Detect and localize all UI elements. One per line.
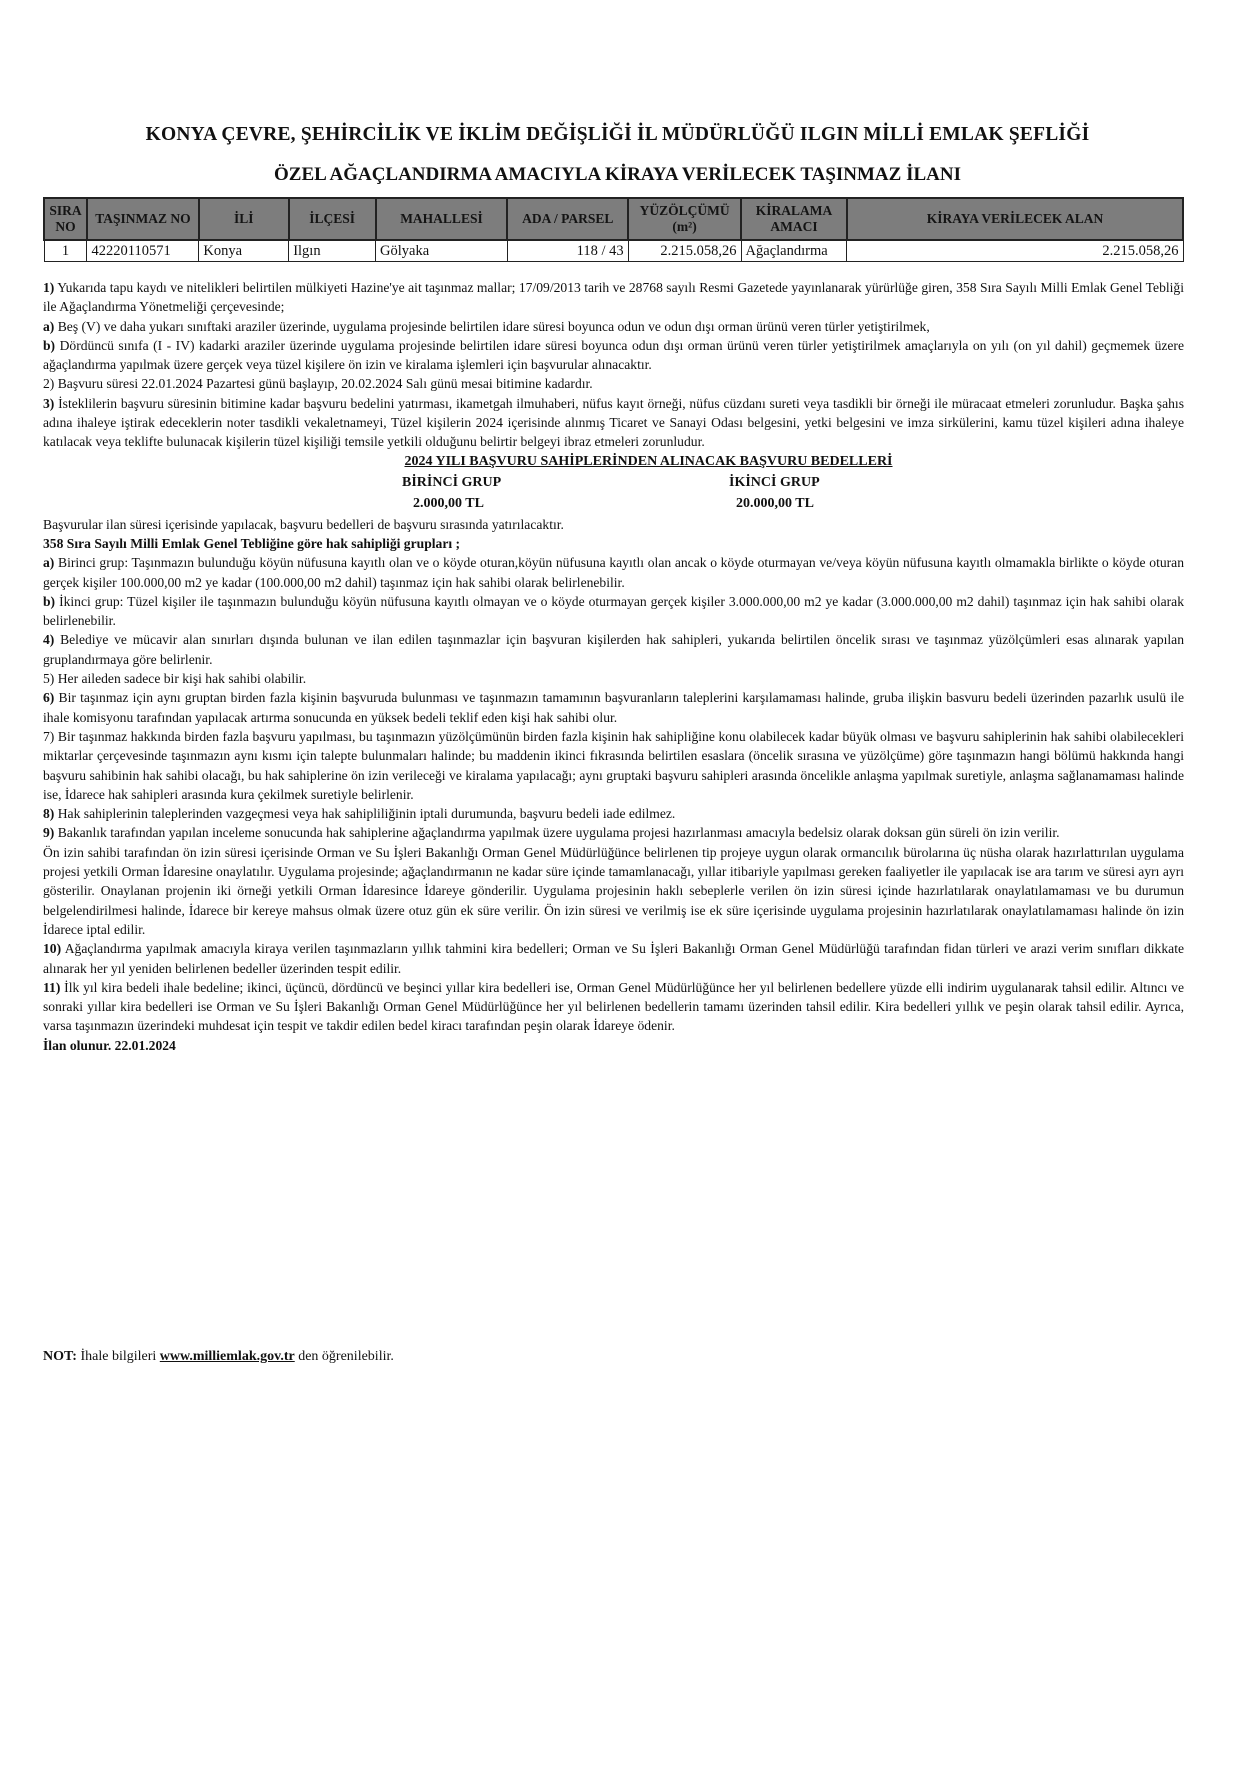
note-label: NOT: xyxy=(43,1349,77,1364)
clause-5: 5) Her aileden sadece bir kişi hak sahibi olabilir. xyxy=(43,671,307,687)
clause-text: Dördüncü sınıfa (I - IV) kadarki araziler üzerinde uygulama projesinde belirtilen idare süresi boyunca odun dışı orman ürünü veren türler yetiştirilmek amaçlarıyla on yılı (on yıl dahil) geçmemek üzere ağaçlandırma yapılmak üzere gerçek veya tüzel kişilere ön izin ve kiralama işlemleri için başvurular alınacaktır. xyxy=(43,337,1184,373)
group-1-fee: 2.000,00 TL xyxy=(413,495,484,511)
clause-1b xyxy=(43,336,1184,375)
groups-title: 358 Sıra Sayılı Milli Emlak Genel Tebliğine göre hak sahipliği grupları ; xyxy=(43,535,461,551)
fee-group-headers xyxy=(43,473,1184,494)
page-title: KONYA ÇEVRE, ŞEHİRCİLİK VE İKLİM DEĞİŞLİĞİ İL MÜDÜRLÜĞÜ ILGIN MİLLİ EMLAK ŞEFLİĞİ xyxy=(145,124,1090,145)
fee-values xyxy=(43,494,1184,515)
clause-4 xyxy=(43,630,1184,669)
col-header-mahalle: MAHALLESİ xyxy=(376,198,508,240)
col-header-sira: SIRA NO xyxy=(44,198,87,240)
clause-7: 7) Bir taşınmaz hakkında birden fazla başvuru yapılması, bu taşınmazın yüzölçümünün birden fazla kişinin hak sahipliğine konu olabilecek kadar büyük olması ve başvuru sahiplerinin hak sahibi olabilecekleri miktarlar çerçevesinde taşınmazın aynı kısmı için talepte bulunmaları halinde; bu maddenin ikinci fıkrasında belirtilen esaslara (öncelik sırasına ve yüzölçüme) göre taşınmazın hangi bölümü hakkında hangi başvuru sahibinin hak sahibi olacağı, bu hak sahiplerine ön izin verileceği ve kiralama yapılacağı; aynı gruptaki başvuru sahipleri arasında öncelikle anlaşma yapılmak suretiyle, anlaşma sağlanamaması halinde ise, İdarece hak sahipleri arasında kura çekilmek suretiyle belirlenir. xyxy=(43,728,1184,802)
group-1-label: BİRİNCİ GRUP xyxy=(402,474,502,490)
clause-label: 3) xyxy=(43,395,55,411)
group-2-fee: 20.000,00 TL xyxy=(736,495,814,511)
col-header-tasinmaz: TAŞINMAZ NO xyxy=(87,198,199,240)
clause-9 xyxy=(43,823,1184,842)
note-text-after: den öğrenilebilir. xyxy=(294,1349,394,1364)
clause-label: 4) xyxy=(43,632,55,648)
clause-text: Hak sahiplerinin taleplerinden vazgeçmesi veya hak sahipliliğinin iptali durumunda, başvuru bedeli iade edilmez. xyxy=(54,806,676,822)
clause-11 xyxy=(43,978,1184,1036)
milliemlak-link[interactable]: www.milliemlak.gov.tr xyxy=(159,1349,295,1364)
fee-section-title: 2024 YILI BAŞVURU SAHİPLERİNDEN ALINACAK BAŞVURU BEDELLERİ xyxy=(404,453,893,469)
clause-label: a) xyxy=(43,318,55,334)
cell-il: Konya xyxy=(199,240,289,262)
clause-text: Ağaçlandırma yapılmak amacıyla kiraya verilen taşınmazların yıllık tahmini kira bedelleri; Orman ve Su İşleri Bakanlığı Orman Genel Müdürlüğü tarafından fidan türleri ve arazi verim sınıfları dikkate alınarak her yıl yeniden belirlenen bedeller üzerinden tespit edilir. xyxy=(43,941,1184,976)
col-header-kiraya-verilecek-alan: KİRAYA VERİLECEK ALAN xyxy=(847,198,1183,240)
table-row xyxy=(44,240,1183,262)
clause-1 xyxy=(43,278,1184,317)
table-header-row xyxy=(44,198,1183,240)
clause-text: İlk yıl kira bedeli ihale bedeline; ikinci, üçüncü, dördüncü ve beşinci yıllar kira bedelleri ise, Orman Genel Müdürlüğünce her yıl belirlenen bedellere yüzde elli indirim uygulanarak tahsil edilir. Altıncı ve sonraki yıllar kira bedelleri ise Orman ve Su İşleri Bakanlığı Orman Genel Müdürlüğünce her yıl belirlenen bedellerin tamamı üzerinden tahsil edilir. Kira bedelleri yıllık ve peşin olarak tahsil edilir. Ayrıca, varsa taşınmazın üzerindeki muhdesat için tespit ve takdir edilen bedel kiracı tarafından peşin olarak İdareye ödenir. xyxy=(43,979,1184,1034)
closing-line: İlan olunur. 22.01.2024 xyxy=(43,1037,176,1053)
cell-kiralama-amaci: Ağaçlandırma xyxy=(741,240,847,262)
cell-yuzolcumu: 2.215.058,26 xyxy=(628,240,741,262)
clause-text: Birinci grup: Taşınmazın bulunduğu köyün nüfusuna kayıtlı olan ve o köyde oturan,köyün nüfusuna kayıtlı olan ancak o köyde oturmayan ve/veya köyün nüfusuna kayıtlı olmamakla birlikte o köyde oturan gerçek kişiler 100.000,00 m2 ye kadar (100.000,00 m2 dahil) taşınmaz için hak sahibi olarak belirlenebilir. xyxy=(43,555,1184,590)
clause-text: Yukarıda tapu kaydı ve nitelikleri belirtilen mülkiyeti Hazine'ye ait taşınmaz mallar; 17/09/2013 tarih ve 28768 sayılı Resmi Gazetede yayınlanarak yürürlüğe giren, 358 Sıra Sayılı Milli Emlak Genel Tebliği ile Ağaçlandırma Yönetmeliği çerçevesinde; xyxy=(43,280,1184,315)
col-header-yuzolcumu: YÜZÖLÇÜMÜ (m²) xyxy=(628,198,741,240)
group-b xyxy=(43,592,1184,631)
clause-text: İkinci grup: Tüzel kişiler ile taşınmazın bulunduğu köyün nüfusuna kayıtlı olmayan ve o köyde oturmayan gerçek kişiler 3.000.000,00 m2 ye kadar (3.000.000,00 m2 dahil) taşınmaz için hak sahibi olarak belirlenebilir. xyxy=(43,593,1184,629)
col-header-kiralama-amaci: KİRALAMA AMACI xyxy=(741,198,847,240)
clause-label: 9) xyxy=(43,825,55,841)
col-header-ada-parsel: ADA / PARSEL xyxy=(507,198,628,240)
cell-ada-parsel: 118 / 43 xyxy=(507,240,628,262)
cell-sira: 1 xyxy=(44,240,87,262)
col-header-il: İLİ xyxy=(199,198,289,240)
clause-2: 2) Başvuru süresi 22.01.2024 Pazartesi günü başlayıp, 20.02.2024 Salı günü mesai bitimine kadardır. xyxy=(43,376,593,392)
clause-text: Bir taşınmaz için aynı gruptan birden fazla kişinin başvuruda bulunması ve taşınmazın tamamının başvuranların taleplerini karşılamaması halinde, gruba ilişkin basvuru bedeli üzerinden pazarlık usulü ile ihale komisyonu tarafından yapılacak artırma sonucunda en yüksek bedeli teklif eden kişi hak sahibi olur. xyxy=(43,690,1184,725)
fee-note: Başvurular ilan süresi içerisinde yapılacak, başvuru bedelleri de başvuru sırasında yatırılacaktır. xyxy=(43,516,564,532)
clause-label: 8) xyxy=(43,806,55,822)
clause-text: İsteklilerin başvuru süresinin bitimine kadar başvuru bedelini yatırması, ikametgah ilmuhaberi, nüfus kayıt örneği, nüfus cüzdanı sureti veya tasdikli bir örneği ile müracaat etmeleri zorunludur. Başka şahıs adına ihaleye iştirak edeceklerin noter tasdikli vekaletnameyi, Tüzel kişilerin 2024 içerisinde alınmış Ticaret ve Sanayi Odası belgesini, yetki belgesini ve imza sirkülerini, kamu tüzel kişileri adına ihaleye katılacak veya teklifte bulunacak kişilerin tüzel kişiliği temsile yetkili olduğunu belirtir belgeyi ibraz etmeleri zorunludur. xyxy=(43,395,1184,450)
group-2-label: İKİNCİ GRUP xyxy=(729,474,820,490)
clause-text: Belediye ve mücavir alan sınırları dışında bulunan ve ilan edilen taşınmazlar için başvuran kişilerden hak sahipleri, yukarıda belirtilen öncelik sırası ve taşınmaz yüzölçümleri esas alınarak yapılan gruplandırmaya göre belirlenir. xyxy=(43,632,1184,667)
clause-10 xyxy=(43,939,1184,978)
clause-label: b) xyxy=(43,337,56,353)
clause-label: 10) xyxy=(43,941,62,957)
cell-kiraya-verilecek-alan: 2.215.058,26 xyxy=(847,240,1183,262)
cell-ilce: Ilgın xyxy=(289,240,376,262)
col-header-ilce: İLÇESİ xyxy=(289,198,376,240)
clause-6 xyxy=(43,688,1184,727)
clause-1a xyxy=(43,317,1184,336)
clause-label: a) xyxy=(43,555,55,571)
clause-8 xyxy=(43,804,1184,823)
clause-text: Beş (V) ve daha yukarı sınıftaki araziler üzerinde, uygulama projesinde belirtilen idare süresi boyunca odun ve odun dışı orman ürünü veren türler yetiştirilmek, xyxy=(54,318,930,334)
cell-mahalle: Gölyaka xyxy=(376,240,508,262)
property-table xyxy=(43,197,1184,262)
clause-label: b) xyxy=(43,593,56,609)
clause-text: Bakanlık tarafından yapılan inceleme sonucunda hak sahiplerine ağaçlandırma yapılmak üzere uygulama projesi hazırlanması amacıyla bedelsiz olarak doksan gün süreli ön izin verilir. xyxy=(54,825,1060,841)
page-subtitle: ÖZEL AĞAÇLANDIRMA AMACIYLA KİRAYA VERİLECEK TAŞINMAZ İLANI xyxy=(274,164,961,185)
clause-label: 6) xyxy=(43,690,55,706)
note-text-before: İhale bilgileri xyxy=(76,1349,160,1364)
cell-tasinmaz-no: 42220110571 xyxy=(87,240,199,262)
clause-9-continued: Ön izin sahibi tarafından ön izin süresi içerisinde Orman ve Su İşleri Bakanlığı Orman Genel Müdürlüğünce belirlenen tip projeye uygun olarak ormancılık bürolarına üç nüsha olarak hazırlattırılan uygulama projesi yetkili Orman İdaresine onaylatılır. Uygulama projesinde; ağaçlandırmanın ne kadar süre içinde tamamlanacağı, yıllar itibariyle yapılması gereken faaliyetler ile yapılacak ise ara tarım ve süresi ayrı ayrı gösterilir. Onaylanan projenin iki örneği yetkili Orman İdaresince İdareye gönderilir. Uygulama projesinin haklı sebeplerle verilen ön izin süresi içinde hazırlatılarak onaylatılamaması ve bu durumun belgelendirilmesi halinde, İdarece bir kereye mahsus olmak üzere otuz gün ek süre verilir. Ön izin süresi ve verilmiş ise ek süre içerisinde uygulama projesinin hazırlatılarak onaylatılamaması halinde ön izin İdarece iptal edilir. xyxy=(43,844,1184,937)
footer-note xyxy=(43,1349,394,1365)
clause-label: 1) xyxy=(43,280,55,295)
clause-label: 11) xyxy=(43,979,61,995)
clause-3 xyxy=(43,394,1184,452)
announcement-body xyxy=(43,278,1184,1055)
group-a xyxy=(43,553,1184,592)
